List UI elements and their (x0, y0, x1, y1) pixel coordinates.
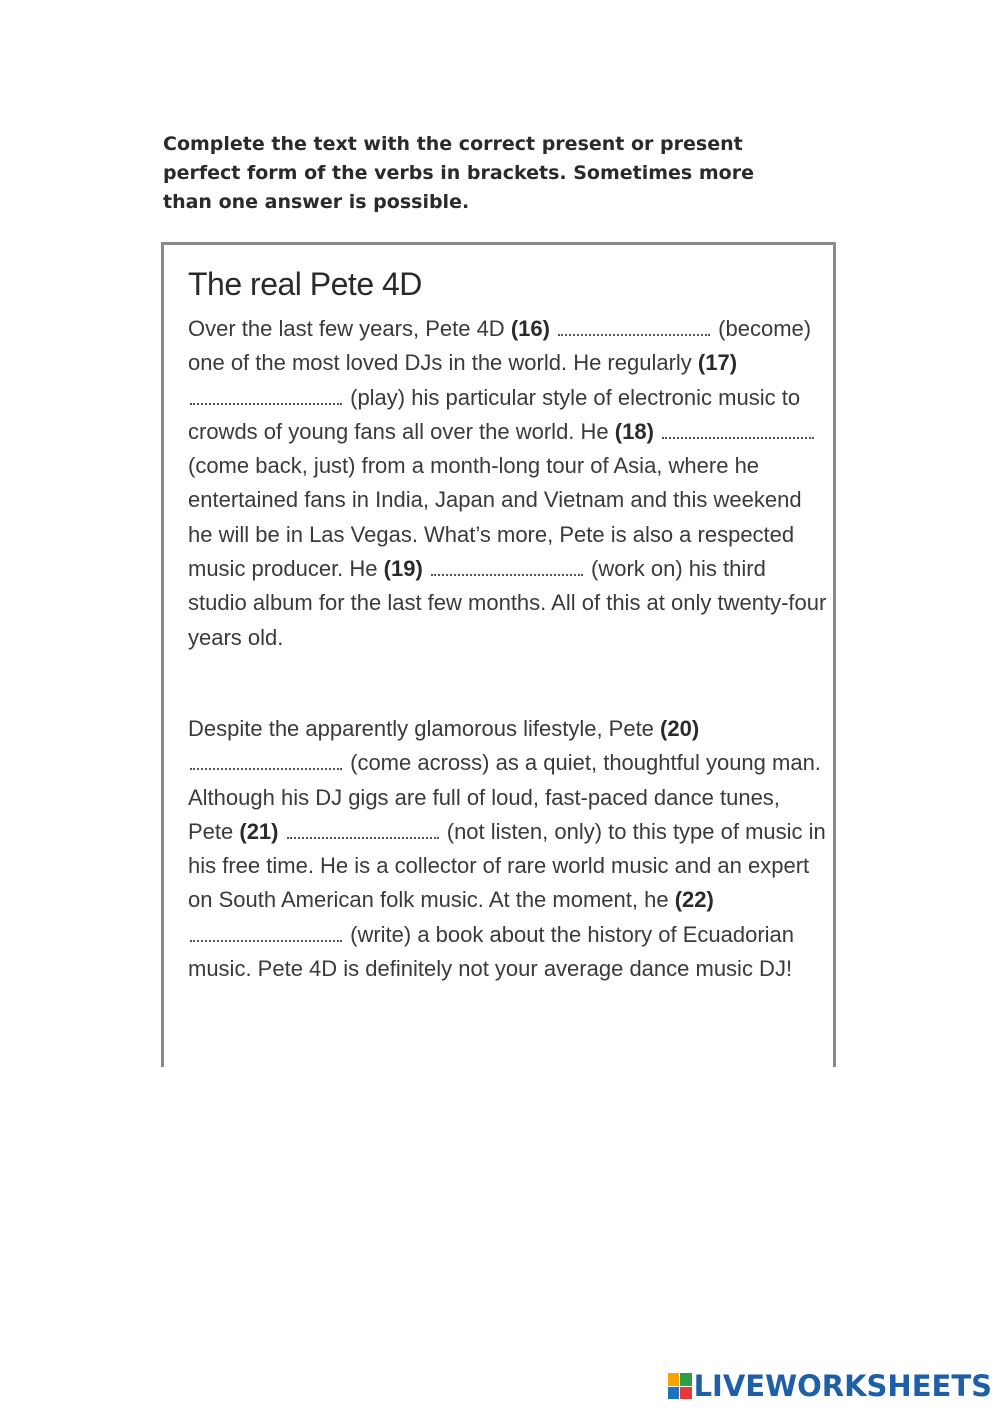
gap-number-21: (21) (239, 818, 279, 844)
text-run: (work on) his third studio album for the last few months. All of this at only twenty-four years old. (188, 556, 827, 650)
gap-number-18: (18) (614, 418, 654, 444)
text-run: Over the last few years, Pete 4D (188, 316, 511, 341)
gap-number-17: (17) (697, 350, 738, 376)
liveworksheets-logo[interactable] (668, 1367, 992, 1405)
answer-gap-18[interactable] (662, 417, 814, 439)
text-run: (write) a book about the history of Ecuadorian music. Pete 4D is definitely not your average dance music DJ! (188, 921, 795, 982)
logo-icon (668, 1373, 692, 1399)
text-run: Despite the apparently glamorous lifestyle, Pete (188, 716, 661, 741)
gap-number-16: (16) (510, 316, 550, 341)
answer-gap-17[interactable] (190, 383, 342, 405)
text-title: The real Pete 4D (188, 266, 422, 302)
text-run: (not listen, only) to this type of music in his free time. He is a collector of rare world music and an expert on South American folk music. At the moment, he (188, 818, 826, 913)
text-run: (become) one of the most loved DJs in the world. He regularly (188, 316, 812, 376)
text-run: (come back, just) from a month-long tour of Asia, where he entertained fans in India, Japan and Vietnam and this weekend he will be in Las Vegas. What’s more, Pete is also a respected music producer. He (188, 453, 802, 582)
gap-number-20: (20) (660, 716, 700, 741)
answer-gap-21[interactable] (287, 817, 439, 839)
text-run: (play) his particular style of electronic music to crowds of young fans all over the world. He (188, 384, 801, 444)
answer-gap-19[interactable] (431, 554, 583, 576)
instructions: Complete the text with the correct present or present perfect form of the verbs in brackets. Sometimes more than one answer is possible. (163, 133, 754, 213)
answer-gap-16[interactable] (558, 314, 710, 336)
gap-number-22: (22) (674, 887, 714, 913)
logo-text: LIVEWORKSHEETS (693, 1369, 992, 1403)
answer-gap-20[interactable] (190, 748, 342, 770)
paragraph-1 (188, 312, 828, 655)
paragraph-2 (188, 712, 828, 986)
gap-number-19: (19) (383, 556, 423, 582)
text-run: (come across) as a quiet, thoughtful young man. Although his DJ gigs are full of loud, fast-paced dance tunes, Pete (188, 750, 821, 844)
answer-gap-22[interactable] (190, 920, 342, 942)
